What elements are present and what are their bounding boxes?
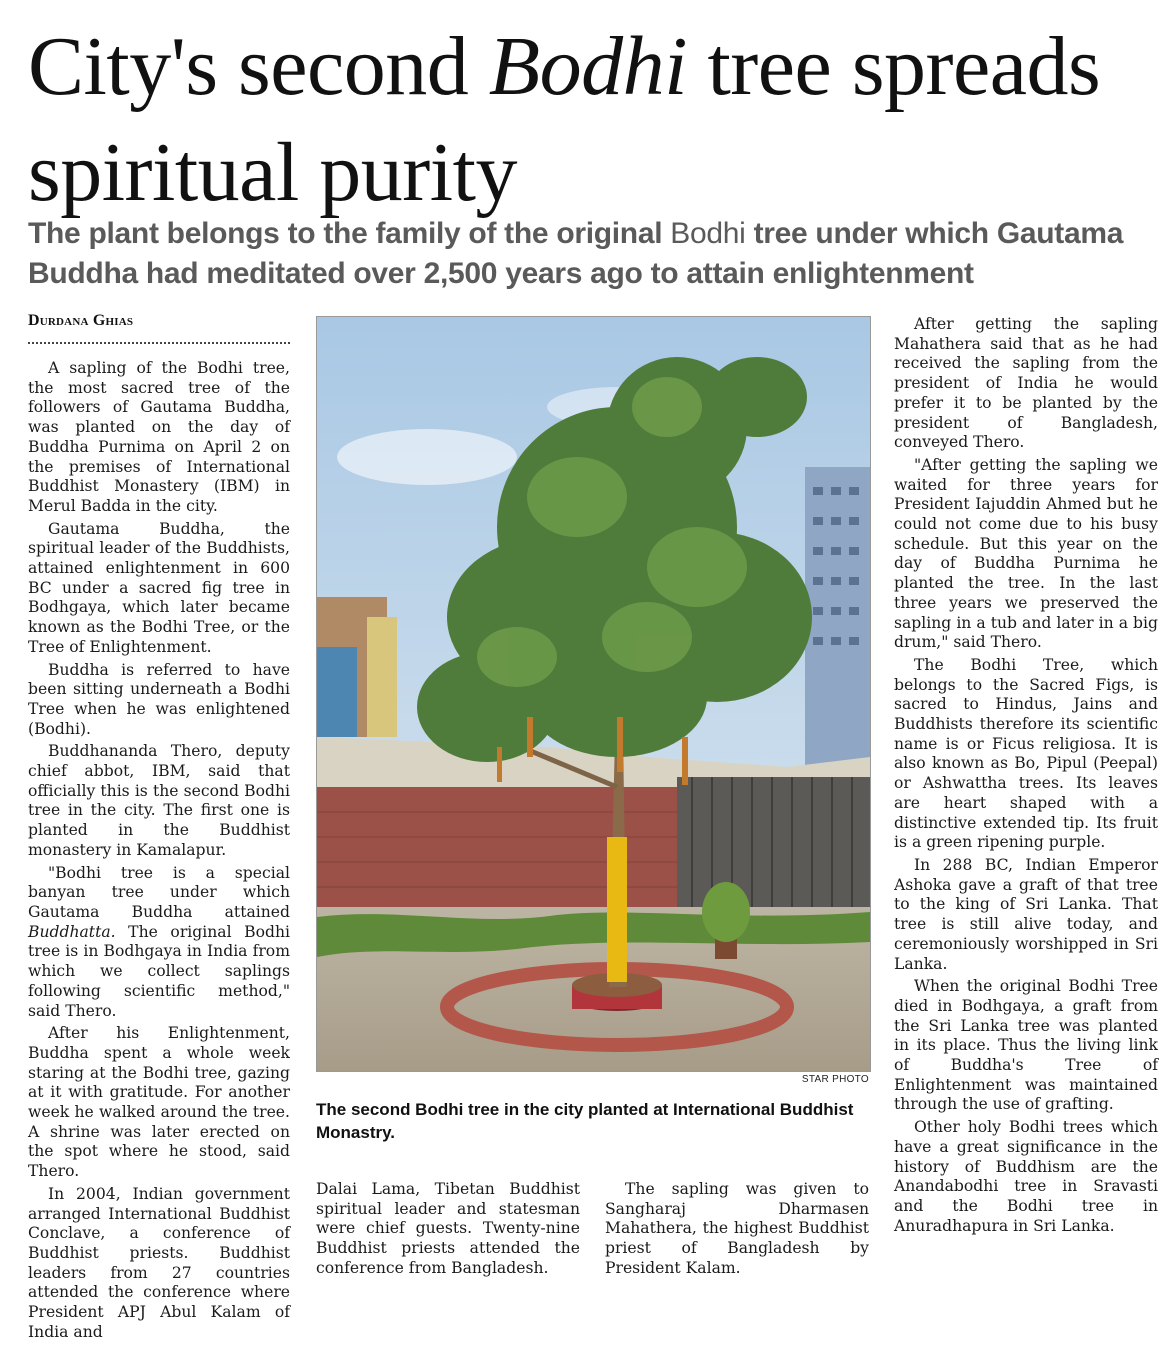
article-column-2b xyxy=(605,1180,869,1282)
subhead-part1: The plant belongs to the family of the original xyxy=(28,217,671,250)
byline-divider xyxy=(28,342,290,344)
paragraph: Other holy Bodhi trees which have a great significance in the history of Buddhism are the Anandabodhi tree in Sravasti and the Bodhi tree in Anuradhapura in Sri Lanka. xyxy=(894,1118,1158,1235)
subhead-plain: Bodhi xyxy=(670,217,746,250)
paragraph-italic: Buddhatta. xyxy=(28,922,116,941)
article-column-2a xyxy=(316,1180,580,1282)
photo-illustration xyxy=(317,317,870,1071)
paragraph: Dalai Lama, Tibetan Buddhist spiritual leader and statesman were chief guests. Twenty-nine Buddhist priests attended the conference from Bangladesh. xyxy=(316,1180,580,1277)
photo-credit: STAR PHOTO xyxy=(801,1074,869,1085)
headline-part2: tree spreads spiritual purity xyxy=(28,20,1101,219)
paragraph: The Bodhi Tree, which belongs to the Sacred Figs, is sacred to Hindus, Jains and Buddhists therefore its scientific name is or Ficus religiosa. It is also known as Bo, Pipul (Peepal) or Ashwattha trees. Its leaves are heart shaped with a distinctive extended tip. Its fruit is a green ripening purple. xyxy=(894,655,1158,852)
paragraph: A sapling of the Bodhi tree, the most sacred tree of the followers of Gautama Buddha, was planted on the day of Buddha Purnima on April 2 on the premises of International Buddhist Monastery (IBM) in Merul Badda in the city. xyxy=(28,359,290,515)
paragraph: After getting the sapling Mahathera said that as he had received the sapling from the president of India he would prefer it to be planted by the president of Bangladesh, conveyed Thero. xyxy=(894,315,1158,452)
paragraph xyxy=(28,864,290,1022)
paragraph: After his Enlightenment, Buddha spent a whole week staring at the Bodhi tree, gazing at it with gratitude. For another week he walked around the tree. A shrine was later erected on the spot where he stood, said Thero. xyxy=(28,1024,290,1181)
bodhi-tree-photo xyxy=(316,316,871,1072)
headline xyxy=(28,14,1158,226)
paragraph-text: The original Bodhi tree is in Bodhgaya in India from which we collect saplings following scientific method," said Thero. xyxy=(28,922,290,1020)
paragraph: Buddha is referred to have been sitting underneath a Bodhi Tree when he was enlightened (Bodhi). xyxy=(28,660,290,738)
byline: Durdana Ghias xyxy=(28,312,134,329)
paragraph: In 288 BC, Indian Emperor Ashoka gave a graft of that tree to the king of Sri Lanka. That tree is still alive today, and ceremoniously worshipped in Sri Lanka. xyxy=(894,855,1158,973)
paragraph: "After getting the sapling we waited for three years for President Iajuddin Ahmed but he could not come due to his busy schedule. But this year on the day of Buddha Purnima he planted the tree. In the last three years we preserved the sapling in a tub and later in a big drum," said Thero. xyxy=(894,455,1158,652)
paragraph: When the original Bodhi Tree died in Bodhgaya, a graft from the Sri Lanka tree was planted in its place. Thus the living link of Buddha's Tree of Enlightenment was maintained through the use of grafting. xyxy=(894,977,1158,1114)
photo-caption: The second Bodhi tree in the city planted at International Buddhist Monastry. xyxy=(316,1100,854,1142)
paragraph: Buddhananda Thero, deputy chief abbot, IBM, said that officially this is the second Bodhi tree in the city. The first one is planted in the Buddhist monastery in Kamalapur. xyxy=(28,742,290,859)
article-column-3 xyxy=(894,315,1158,1239)
paragraph: In 2004, Indian government arranged International Buddhist Conclave, a conference of Buddhist priests. Buddhist leaders from 27 countries attended the conference where President APJ Abul Kalam of India and xyxy=(28,1184,290,1341)
article-column-1 xyxy=(28,359,290,1345)
headline-italic: Bodhi xyxy=(488,20,687,113)
subheadline xyxy=(28,214,1168,294)
subhead-part2: tree under which Gautama Buddha had meditated over 2,500 years ago to attain enlightenment xyxy=(28,217,1124,290)
headline-part1: City's second xyxy=(28,20,489,113)
paragraph: The sapling was given to Sangharaj Dharmasen Mahathera, the highest Buddhist priest of Bangladesh by President Kalam. xyxy=(605,1180,869,1277)
paragraph: Gautama Buddha, the spiritual leader of the Buddhists, attained enlightenment in 600 BC under a sacred fig tree in Bodhgaya, which later became known as the Bodhi Tree, or the Tree of Enlightenment. xyxy=(28,519,290,656)
paragraph-text: "Bodhi tree is a special banyan tree under which Gautama Buddha attained xyxy=(28,863,290,921)
